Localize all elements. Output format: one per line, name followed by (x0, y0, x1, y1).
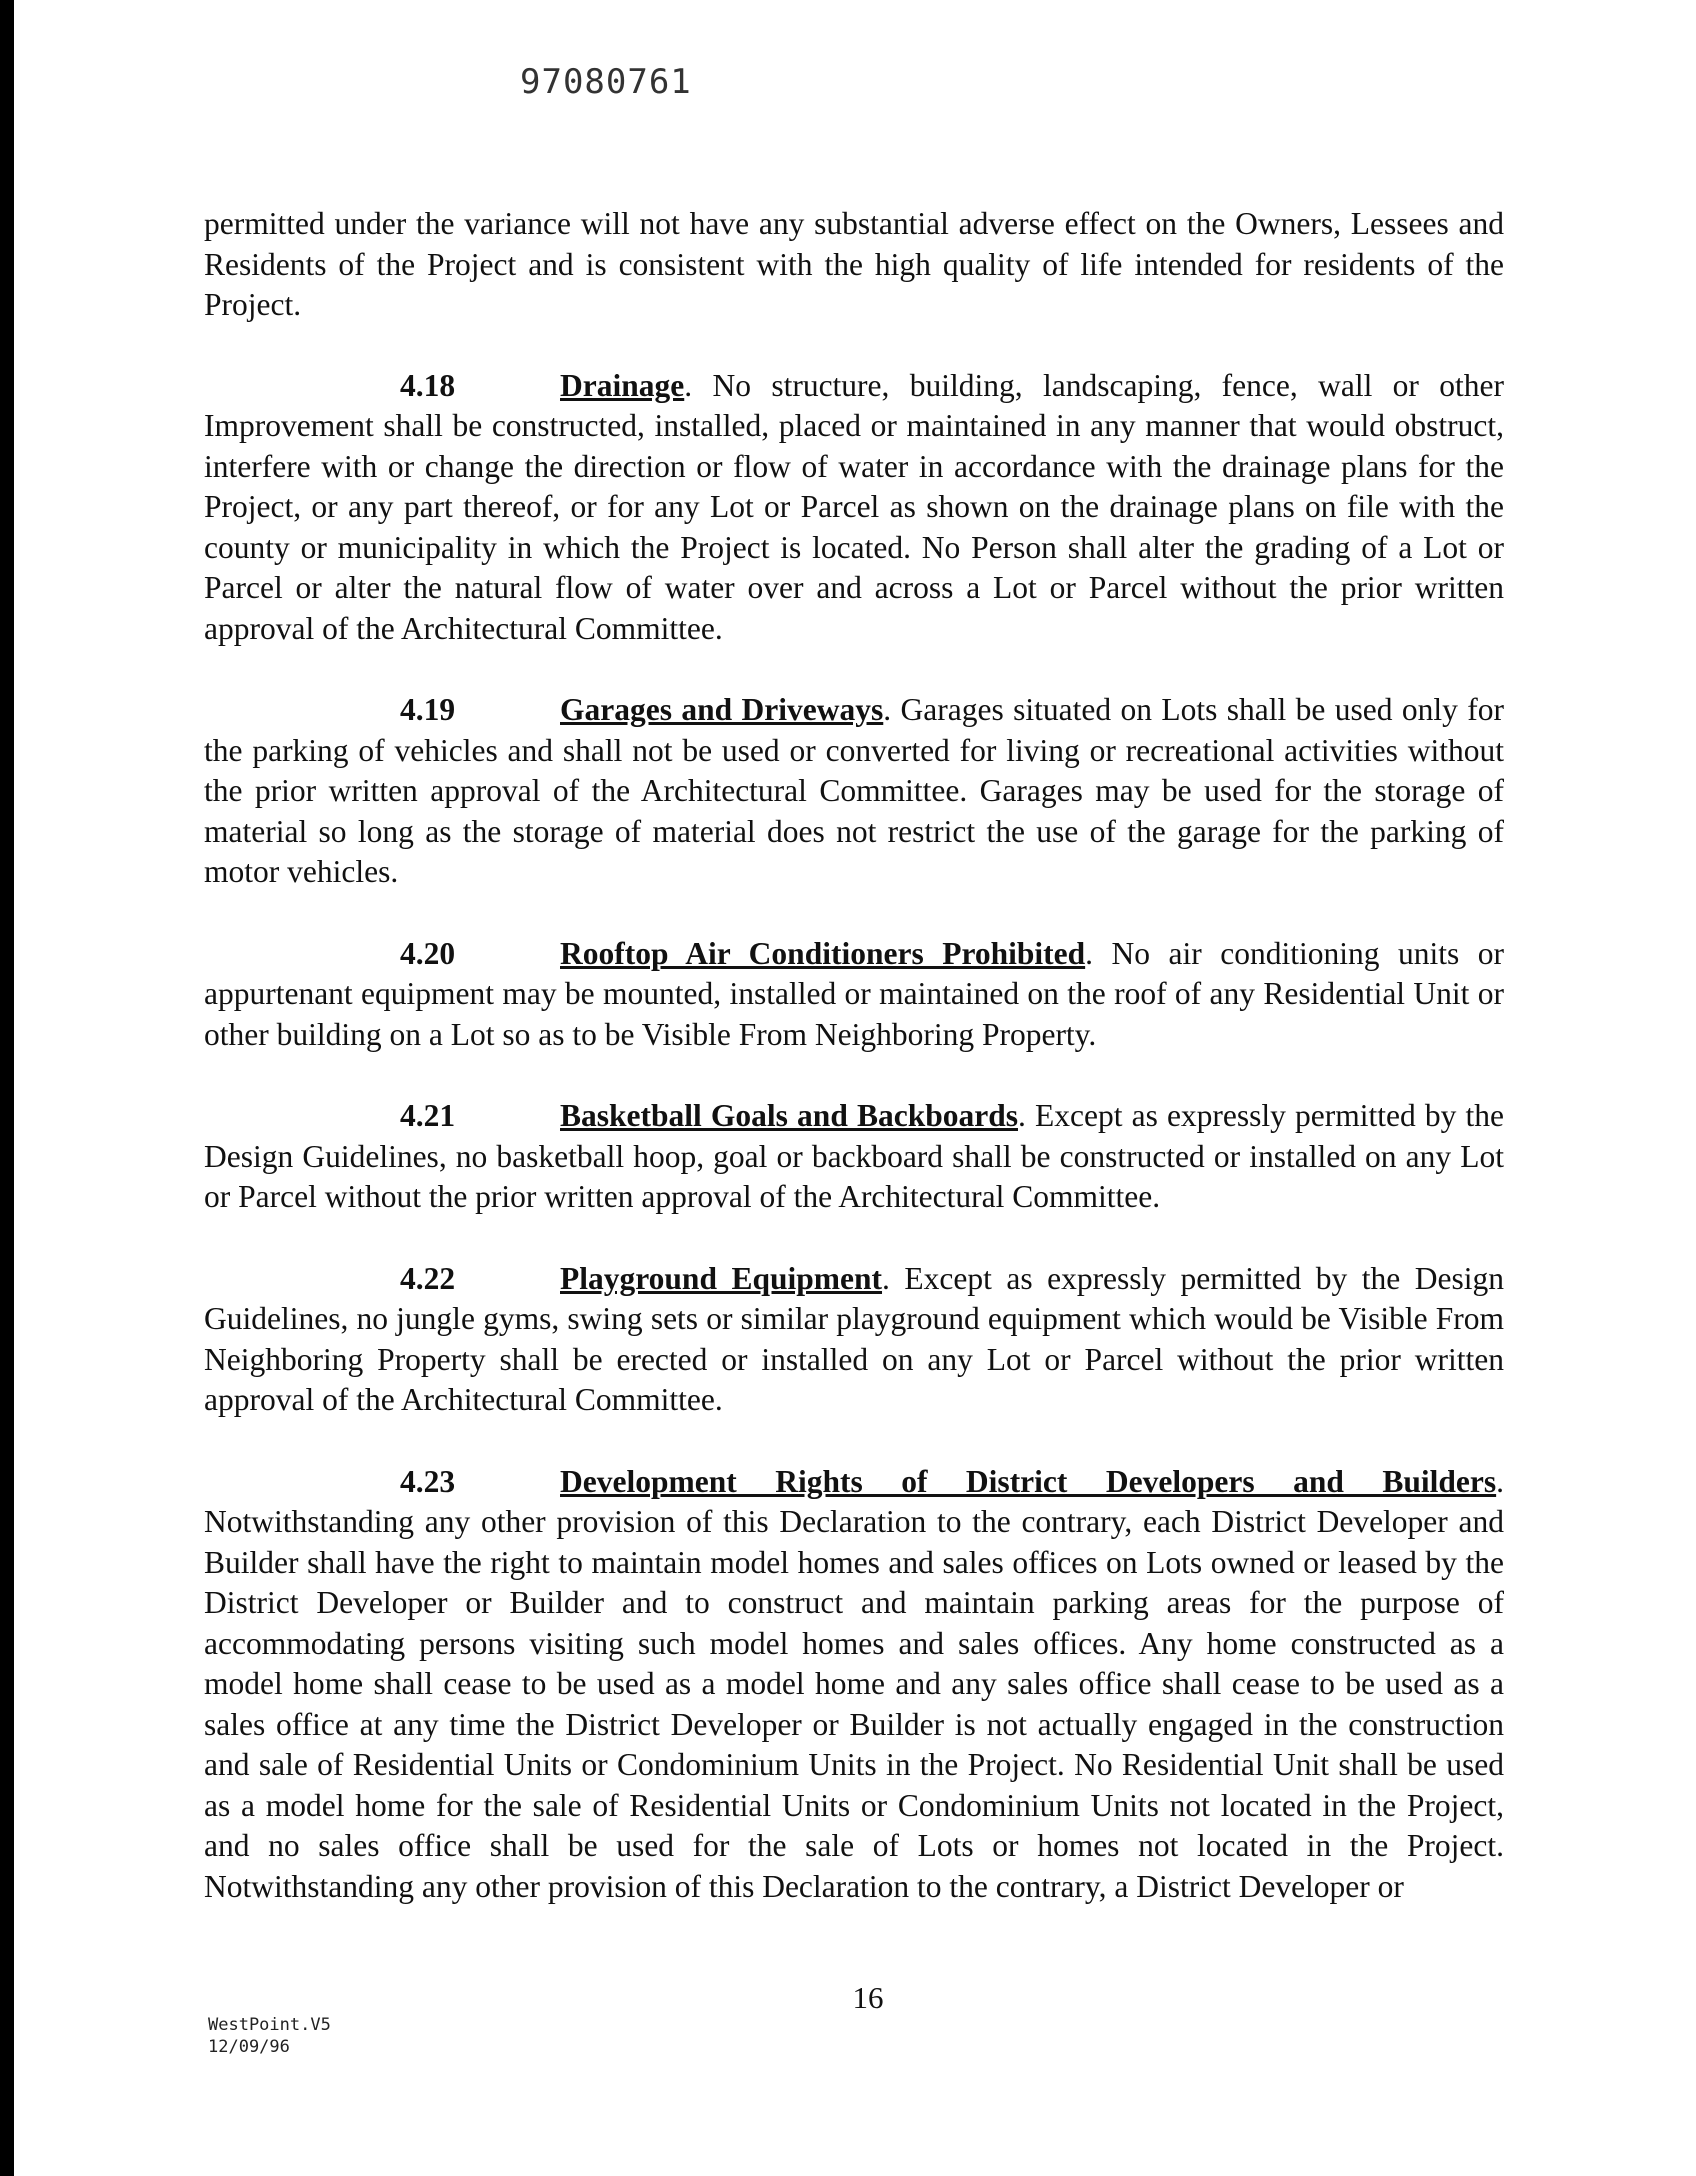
section-4-21 (204, 1096, 1504, 1218)
section-text: . Garages situated on Lots shall be used only for the parking of vehicles and shall not be used or converted for living or recreational activities without the prior written approval of the Architectural Committee. Garages may be used for the storage of material so long as the storage of material does not restrict the use of the garage for the parking of motor vehicles. (204, 692, 1504, 889)
section-text: . Except as expressly permitted by the Design Guidelines, no jungle gyms, swing sets or similar playground equipment which would be Visible From Neighboring Property shall be erected or installed on any Lot or Parcel without the prior written approval of the Architectural Committee. (204, 1260, 1504, 1417)
section-title: Rooftop Air Conditioners Prohibited (560, 935, 1086, 971)
section-title: Development Rights of District Developers and Builders (560, 1463, 1497, 1499)
section-4-18 (204, 366, 1504, 650)
section-number: 4.18 (400, 367, 456, 403)
footer-file-name: WestPoint.V5 (208, 2015, 331, 2035)
section-text: . Notwithstanding any other provision of this Declaration to the contrary, each District Developer and Builder shall have the right to maintain model homes and sales offices on Lots owned or leased by the District Developer or Builder and to construct and maintain parking areas for the purpose of accommodating persons visiting such model homes and sales offices. Any home constructed as a model home shall cease to be used as a model home and any sales office shall cease to be used as a sales office at any time the District Developer or Builder is not actually engaged in the construction and sale of Residential Units or Condominium Units in the Project. No Residential Unit shall be used as a model home for the sale of Residential Units or Condominium Units not located in the Project, and no sales office shall be used for the sale of Lots or homes not located in the Project. Notwithstanding any other provision of this Declaration to the contrary, a District Developer or (204, 1463, 1504, 1904)
section-4-20 (204, 934, 1504, 1056)
footer-file-reference (208, 2014, 331, 2058)
section-number: 4.22 (400, 1260, 456, 1296)
section-4-22 (204, 1259, 1504, 1421)
section-title: Basketball Goals and Backboards (560, 1098, 1018, 1133)
section-title: Drainage (560, 367, 685, 403)
section-number: 4.20 (400, 935, 456, 971)
document-number: 97080761 (520, 62, 692, 102)
section-number: 4.19 (400, 692, 456, 727)
scan-edge (0, 0, 14, 2176)
section-title: Playground Equipment (560, 1260, 883, 1296)
section-4-23 (204, 1462, 1504, 1908)
section-title: Garages and Driveways (560, 692, 884, 727)
footer-date: 12/09/96 (208, 2037, 290, 2057)
section-text: . Except as expressly permitted by the Design Guidelines, no basketball hoop, goal or backboard shall be constructed or installed on any Lot or Parcel without the prior written approval of the Architectural Committee. (204, 1098, 1504, 1214)
section-text: . No structure, building, landscaping, fence, wall or other Improvement shall be constructed, installed, placed or maintained in any manner that would obstruct, interfere with or change the direction or flow of water in accordance with the drainage plans for the Project, or any part thereof, or for any Lot or Parcel as shown on the drainage plans on file with the county or municipality in which the Project is located. No Person shall alter the grading of a Lot or Parcel or alter the natural flow of water over and across a Lot or Parcel without the prior written approval of the Architectural Committee. (204, 367, 1504, 646)
intro-paragraph: permitted under the variance will not have any substantial adverse effect on the Owners, Lessees and Residents of the Project and is consistent with the high quality of life intended for residents of the Project. (204, 206, 1504, 322)
section-number: 4.23 (400, 1463, 456, 1499)
page-number: 16 (852, 1980, 884, 2015)
section-text: . No air conditioning units or appurtenant equipment may be mounted, installed or maintained on the roof of any Residential Unit or other building on a Lot so as to be Visible From Neighboring Property. (204, 935, 1504, 1052)
section-number: 4.21 (400, 1098, 456, 1133)
section-4-19 (204, 690, 1504, 893)
page-body (204, 204, 1504, 1948)
